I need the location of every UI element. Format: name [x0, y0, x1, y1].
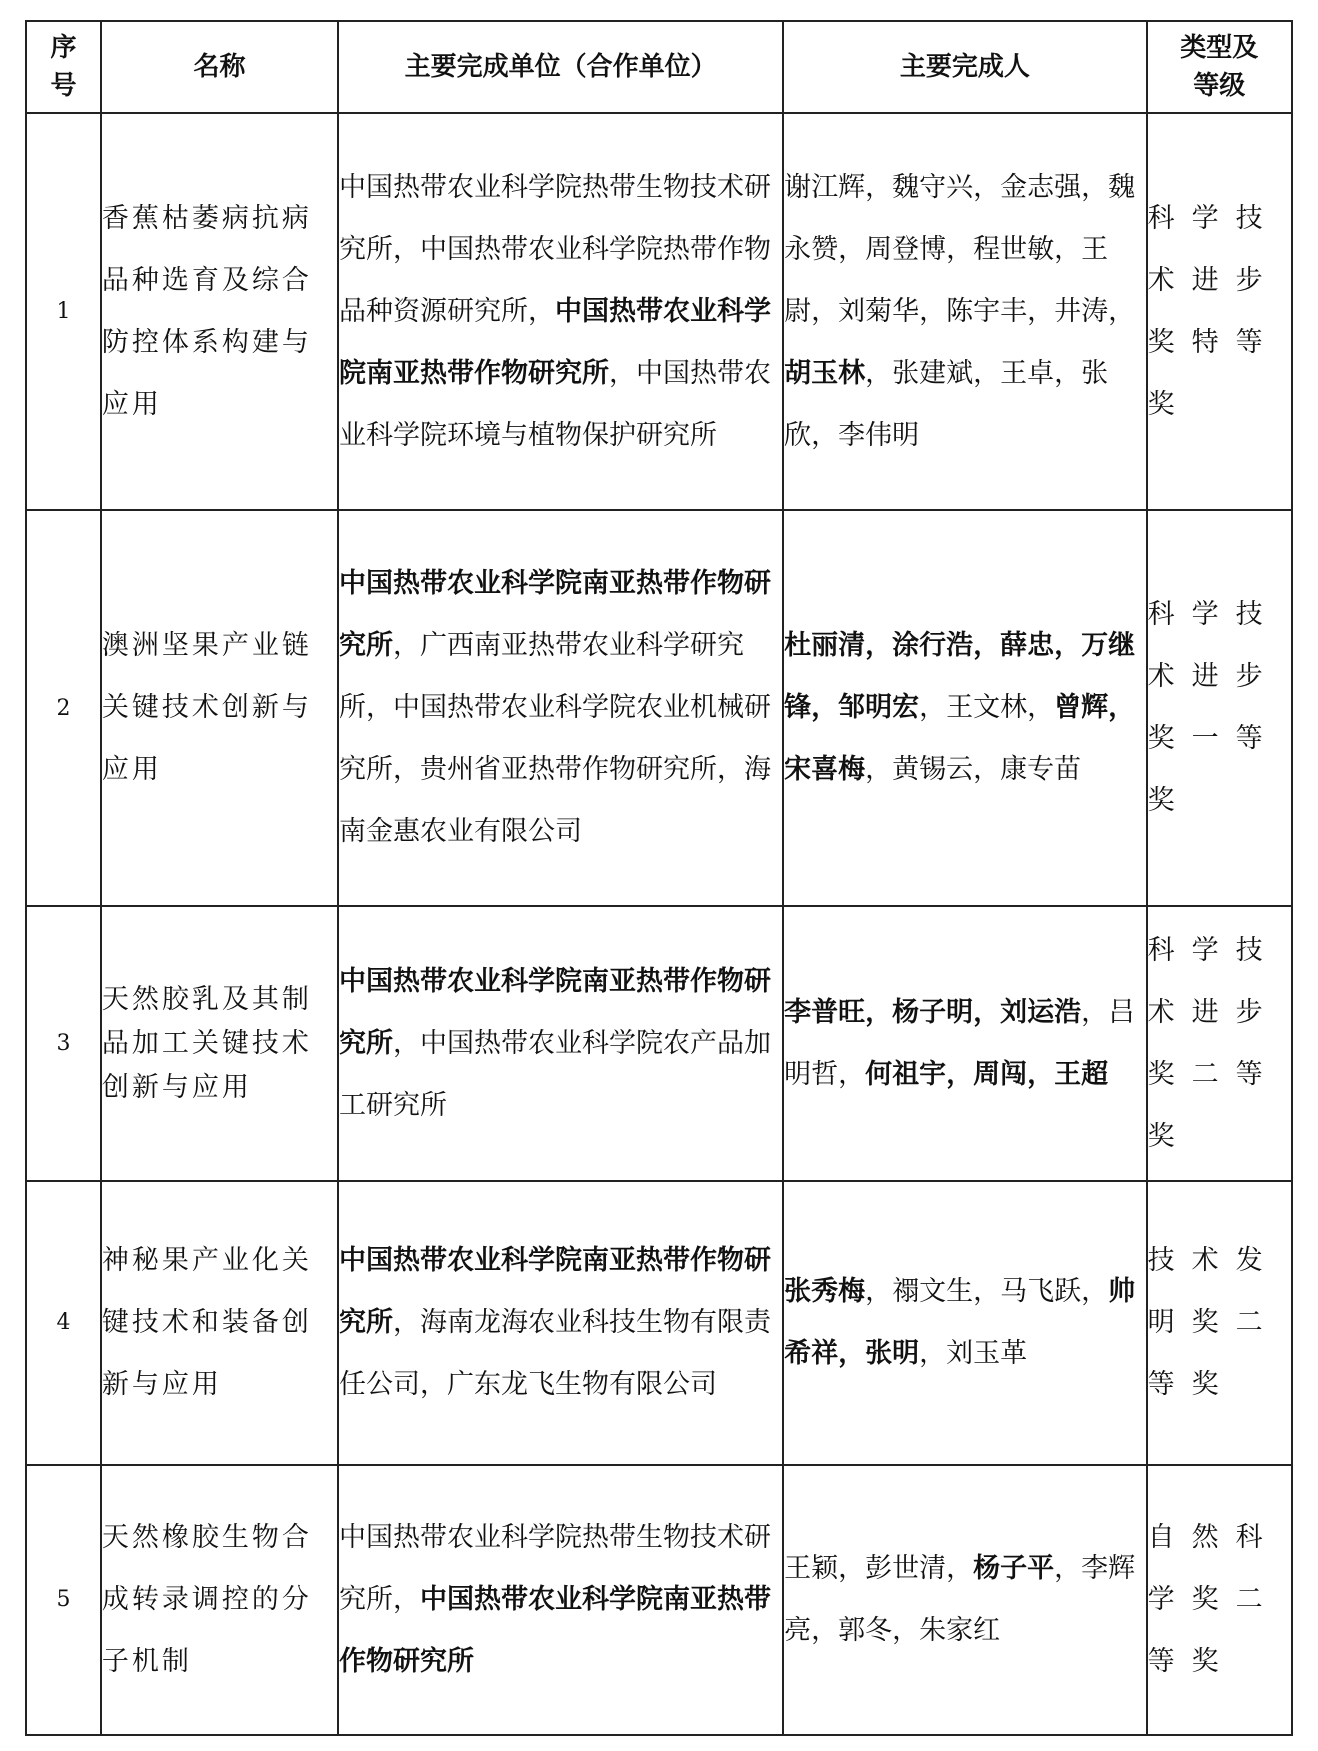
table-row — [26, 510, 1292, 906]
text-segment: ，中国热带农业科学院农产品加工研究所 — [339, 1027, 772, 1121]
bold-text-segment: 帅希祥，张明 — [784, 1275, 1136, 1369]
text-segment: ，黄锡云，康专苗 — [865, 754, 1082, 786]
text-segment: 谢江辉，魏守兴，金志强，魏永赞，周登博，程世敏，王尉，刘菊华，陈宇丰，井涛， — [784, 171, 1136, 327]
project-name: 神秘果产业化关键技术和装备创新与应用 — [101, 1181, 338, 1465]
text-segment: ，刘玉革 — [919, 1337, 1028, 1369]
completion-units — [338, 1465, 783, 1735]
header-units: 主要完成单位（合作单位） — [338, 21, 783, 113]
table-row — [26, 113, 1292, 510]
award-type: 科学技术进步奖一等奖 — [1147, 510, 1292, 906]
text-segment: ，王文林， — [919, 692, 1055, 724]
header-award-line: 类型及 — [1180, 33, 1259, 63]
text-segment: ，李辉亮，郭冬，朱家红 — [784, 1552, 1136, 1646]
text-segment: ，中国热带农业科学院环境与植物保护研究所 — [339, 357, 772, 451]
table-row — [26, 1181, 1292, 1465]
text-segment: ，禤文生，马飞跃， — [865, 1275, 1109, 1307]
header-award — [1147, 21, 1292, 113]
project-name: 香蕉枯萎病抗病品种选育及综合防控体系构建与应用 — [101, 113, 338, 510]
text-segment: 王颖，彭世清， — [784, 1552, 974, 1584]
header-name: 名称 — [101, 21, 338, 113]
award-type: 自然科学奖二等奖 — [1147, 1465, 1292, 1735]
bold-text-segment: 中国热带农业科学院南亚热带作物研究所 — [339, 295, 772, 389]
text-segment: ，广西南亚热带农业科学研究所，中国热带农业科学院农业机械研究所，贵州省亚热带作物研究所，海南金惠农业有限公司 — [339, 630, 772, 848]
table-row — [26, 1465, 1292, 1735]
award-type: 技术发明奖二等奖 — [1147, 1181, 1292, 1465]
bold-text-segment: 曾辉，宋喜梅 — [784, 692, 1136, 786]
project-name: 天然橡胶生物合成转录调控的分子机制 — [101, 1465, 338, 1735]
completion-people — [783, 906, 1146, 1180]
text-segment: 中国热带农业科学院热带生物技术研究所， — [339, 1521, 772, 1615]
awards-table — [25, 20, 1293, 1736]
row-number: 1 — [26, 113, 101, 510]
table-row — [26, 906, 1292, 1180]
bold-text-segment: 杨子平 — [973, 1552, 1055, 1584]
award-type: 科学技术进步奖特等奖 — [1147, 113, 1292, 510]
award-type: 科学技术进步奖二等奖 — [1147, 906, 1292, 1180]
completion-people — [783, 1181, 1146, 1465]
bold-text-segment: 中国热带农业科学院南亚热带作物研究所 — [339, 568, 772, 662]
header-num-line: 序 — [50, 33, 77, 63]
completion-units — [338, 906, 783, 1180]
bold-text-segment: 张秀梅 — [784, 1275, 866, 1307]
header-row — [26, 21, 1292, 113]
text-segment: ，海南龙海农业科技生物有限责任公司，广东龙飞生物有限公司 — [339, 1306, 772, 1400]
completion-units — [338, 1181, 783, 1465]
row-number: 3 — [26, 906, 101, 1180]
completion-people — [783, 113, 1146, 510]
row-number: 4 — [26, 1181, 101, 1465]
completion-people — [783, 510, 1146, 906]
completion-units — [338, 113, 783, 510]
text-segment: ，张建斌，王卓，张欣，李伟明 — [784, 357, 1109, 451]
row-number: 5 — [26, 1465, 101, 1735]
bold-text-segment: 李普旺，杨子明，刘运浩 — [784, 996, 1082, 1028]
text-segment: 中国热带农业科学院热带生物技术研究所，中国热带农业科学院热带作物品种资源研究所， — [339, 171, 772, 327]
completion-units — [338, 510, 783, 906]
row-number: 2 — [26, 510, 101, 906]
header-num-line: 号 — [50, 71, 77, 101]
header-people: 主要完成人 — [783, 21, 1146, 113]
bold-text-segment: 中国热带农业科学院南亚热带作物研究所 — [339, 1244, 772, 1338]
header-award-line: 等级 — [1193, 71, 1246, 101]
completion-people — [783, 1465, 1146, 1735]
bold-text-segment: 杜丽清，涂行浩，薛忠，万继锋，邹明宏 — [784, 630, 1136, 724]
bold-text-segment: 中国热带农业科学院南亚热带作物研究所 — [339, 1583, 772, 1677]
project-name: 澳洲坚果产业链关键技术创新与应用 — [101, 510, 338, 906]
text-segment: ，吕明哲， — [784, 996, 1136, 1090]
bold-text-segment: 何祖宇，周闯，王超 — [865, 1058, 1109, 1090]
bold-text-segment: 中国热带农业科学院南亚热带作物研究所 — [339, 965, 772, 1059]
header-num — [26, 21, 101, 113]
bold-text-segment: 胡玉林 — [784, 357, 866, 389]
project-name: 天然胶乳及其制品加工关键技术创新与应用 — [101, 906, 338, 1180]
